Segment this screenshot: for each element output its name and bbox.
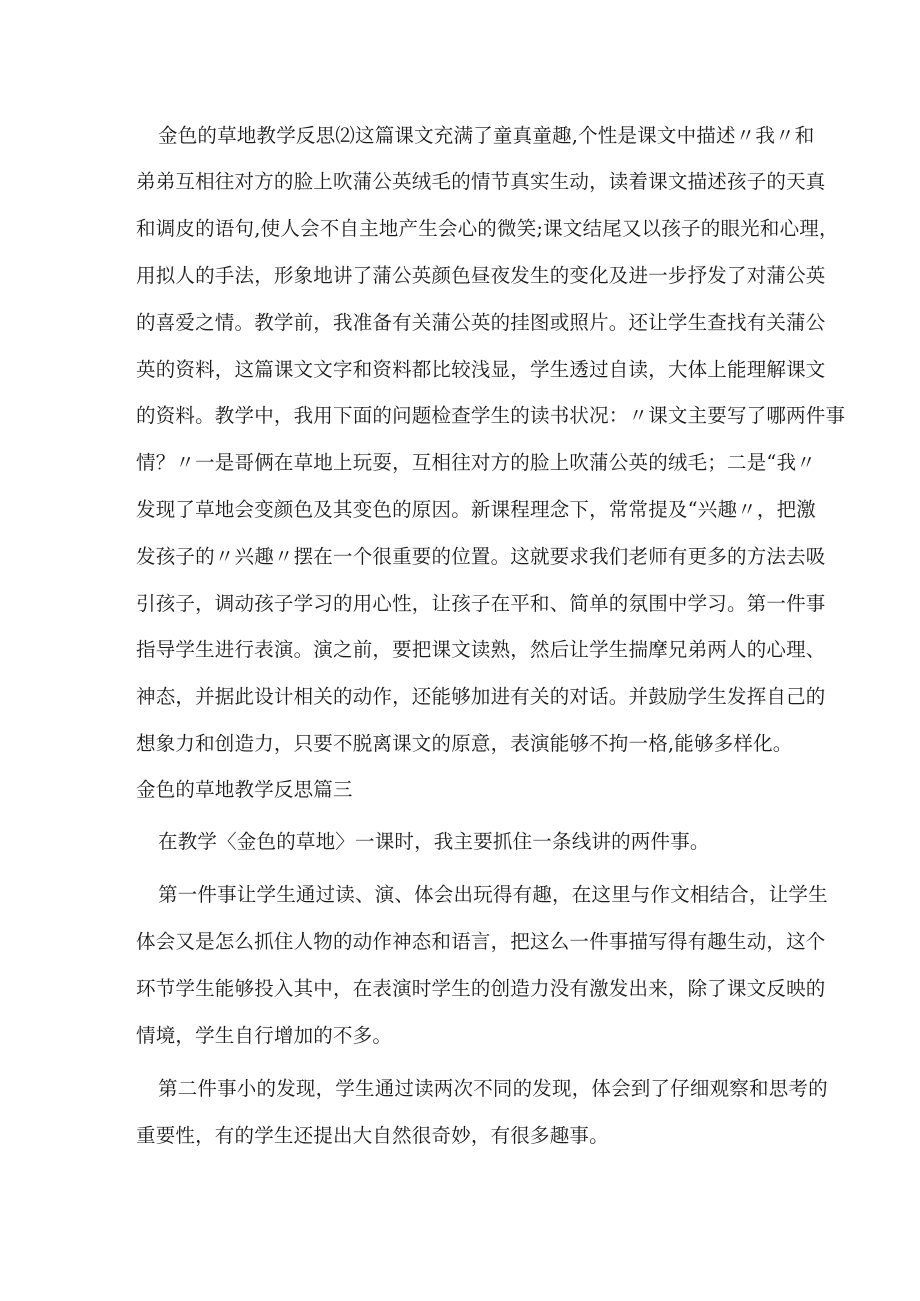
- paragraph-line: 用拟人的手法，形象地讲了蒲公英颜色昼夜发生的变化及进一步抒发了对蒲公英: [136, 264, 826, 287]
- paragraph-line: 情境，学生自行增加的不多。: [136, 1024, 393, 1047]
- paragraph-line: 体会又是怎么抓住人物的动作神态和语言，把这么一件事描写得有趣生动，这个: [136, 930, 826, 953]
- section-heading: 金色的草地教学反思篇三: [136, 778, 353, 801]
- paragraph-line: 神态，并据此设计相关的动作，还能够加进有关的对话。并鼓励学生发挥自己的: [136, 685, 826, 708]
- paragraph-line: 引孩子，调动孩子学习的用心性，让孩子在平和、简单的氛围中学习。第一件事: [136, 592, 826, 615]
- paragraph-line: 和调皮的语句,使人会不自主地产生会心的微笑;课文结尾又以孩子的眼光和心理，: [136, 217, 839, 240]
- paragraph-line: 情？〃一是哥俩在草地上玩耍，互相往对方的脸上吹蒲公英的绒毛；二是“我〃: [136, 451, 816, 474]
- paragraph-line: 金色的草地教学反思⑵这篇课文充满了童真童趣,个性是课文中描述〃我〃和: [158, 124, 815, 147]
- paragraph-line: 发孩子的〃兴趣〃摆在一个很重要的位置。这就要求我们老师有更多的方法去吸: [136, 545, 826, 568]
- paragraph-line: 的资料。教学中，我用下面的问题检查学生的读书状况：〃课文主要写了哪两件事: [136, 404, 846, 427]
- paragraph-line: 指导学生进行表演。演之前，要把课文读熟，然后让学生揣摩兄弟两人的心理、: [136, 638, 826, 661]
- paragraph-line: 环节学生能够投入其中，在表演时学生的创造力没有激发出来，除了课文反映的: [136, 977, 826, 1000]
- paragraph-line: 弟弟互相往对方的脸上吹蒲公英绒毛的情节真实生动，读着课文描述孩子的天真: [136, 170, 826, 193]
- paragraph-line: 想象力和创造力，只要不脱离课文的原意，表演能够不拘一格,能够多样化。: [136, 732, 793, 755]
- paragraph-line: 第一件事让学生通过读、演、体会出玩得有趣，在这里与作文相结合，让学生: [158, 883, 828, 906]
- paragraph-line: 发现了草地会变颜色及其变色的原因。新课程理念下，常常提及“兴趣〃，把激: [136, 498, 816, 521]
- paragraph-line: 重要性，有的学生还提出大自然很奇妙，有很多趣事。: [136, 1124, 609, 1147]
- paragraph-line: 英的资料，这篇课文文字和资料都比较浅显，学生透过自读，大体上能理解课文: [136, 358, 826, 381]
- paragraph-line: 第二件事小的发现，学生通过读两次不同的发现，体会到了仔细观察和思考的: [158, 1077, 828, 1100]
- paragraph-line: 的喜爱之情。教学前，我准备有关蒲公英的挂图或照片。还让学生查找有关蒲公: [136, 311, 826, 334]
- paragraph-line: 在教学〈金色的草地〉一课时，我主要抓住一条线讲的两件事。: [158, 830, 710, 853]
